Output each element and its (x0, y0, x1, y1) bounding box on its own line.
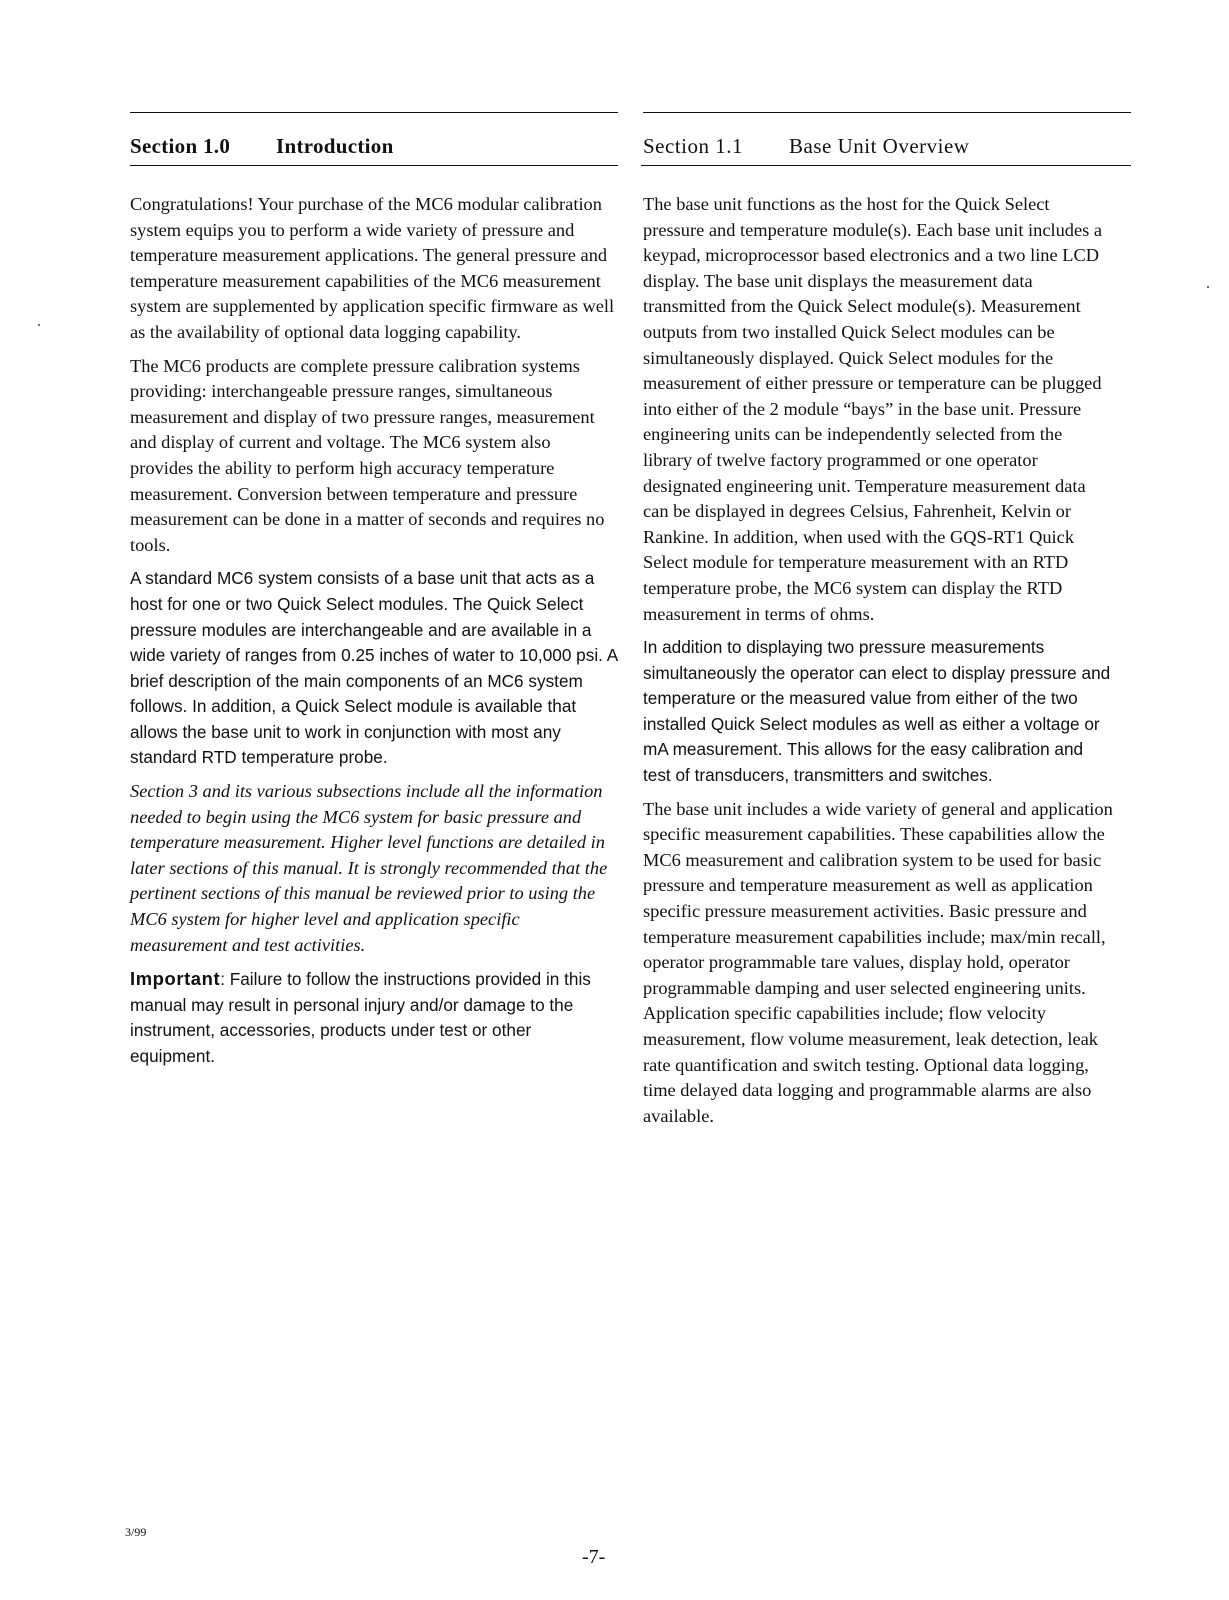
section-heading (643, 133, 1113, 159)
important-label: Important (130, 968, 221, 990)
paragraph: In addition to displaying two pressure measurements simultaneously the operator can elect to display pressure and temperature or the measured value from either of the two installed Quick Select modules as well as either a voltage or mA measurement. This allows for the easy calibration and test of transducers, transmitters and switches. (643, 637, 1111, 786)
page-number: -7- (582, 1546, 606, 1568)
section-number: Section 1.0 (130, 134, 231, 158)
paragraph: Congratulations! Your purchase of the MC6 modular calibration system equips you to perform a wide variety of pressure and temperature measurement applications. The general pressure and temperature measurement capabilities of the MC6 measurement system are supplemented by application specific firmware as well as the availability of optional data logging capability. (130, 194, 615, 342)
paragraph: A standard MC6 system consists of a base unit that acts as a host for one or two Quick Select modules. The Quick Select pressure modules are interchangeable and are available in a wide variety of ranges from 0.25 inches of water to 10,000 psi. A brief description of the main components of an MC6 system follows. In addition, a Quick Select module is available that allows the base unit to work in conjunction with most any standard RTD temperature probe. (130, 568, 618, 768)
footer-date: 3/99 (125, 1525, 147, 1539)
italic-note: Section 3 and its various subsections include all the information needed to begin using the MC6 system for basic pressure and temperature measurement. Higher level functions are detailed in later sections of this manual. It is strongly recommended that the pertinent sections of this manual be reviewed prior to using the MC6 system for higher level and application specific measurement and test activities. (130, 781, 608, 955)
scan-speck (1207, 286, 1209, 288)
important-notice (130, 966, 618, 1069)
paragraph: The base unit functions as the host for the Quick Select pressure and temperature module(s). Each base unit includes a keypad, microprocessor based electronics and a two line LCD display. The base unit displays the measurement data transmitted from the Quick Select module(s). Measurement outputs from two installed Quick Select modules can be simultaneously displayed. Quick Select modules for the measurement of either pressure or temperature can be plugged into either of the 2 module “bays” in the base unit. Pressure engineering units can be independently selected from the library of twelve factory programmed or one operator designated engineering unit. Temperature measurement data can be displayed in degrees Celsius, Fahrenheit, Kelvin or Rankine. In addition, when used with the GQS-RT1 Quick Select module for temperature measurement with an RTD temperature probe, the MC6 system can display the RTD measurement in terms of ohms. (643, 194, 1103, 624)
section-top-rule (130, 112, 618, 113)
section-number: Section 1.1 (643, 134, 743, 158)
paragraph: The base unit includes a wide variety of general and application specific measurement capabilities. These capabilities allow the MC6 measurement and calibration system to be used for basic pressure and temperature measurement as well as application specific pressure measurement activities. Basic pressure and temperature measurement capabilities include; max/min recall, operator programmable tare values, display hold, operator programmable damping and user selected engineering units. Application specific capabilities include; flow velocity measurement, flow volume measurement, leak detection, leak rate quantification and switch testing. Optional data logging, time delayed data logging and programmable alarms are also available. (643, 798, 1113, 1126)
scan-speck (38, 324, 40, 326)
section-title: Base Unit Overview (789, 134, 970, 158)
important-text: : Failure to follow the instructions provided in this manual may result in personal injury and/or damage to the instrument, accessories, products under test or other equipment. (130, 969, 591, 1066)
section-heading (130, 133, 618, 159)
right-column (643, 112, 1113, 1137)
section-bottom-rule (641, 165, 1131, 166)
section-title: Introduction (276, 134, 394, 158)
left-column (130, 112, 618, 1078)
paragraph: The MC6 products are complete pressure calibration systems providing: interchangeable pressure ranges, simultaneous measurement and display of two pressure ranges, measurement and display of current and voltage. The MC6 system also provides the ability to perform high accuracy temperature measurement. Conversion between temperature and pressure measurement can be done in a matter of seconds and requires no tools. (130, 355, 605, 555)
section-bottom-rule (130, 165, 618, 166)
section-top-rule (643, 112, 1131, 113)
